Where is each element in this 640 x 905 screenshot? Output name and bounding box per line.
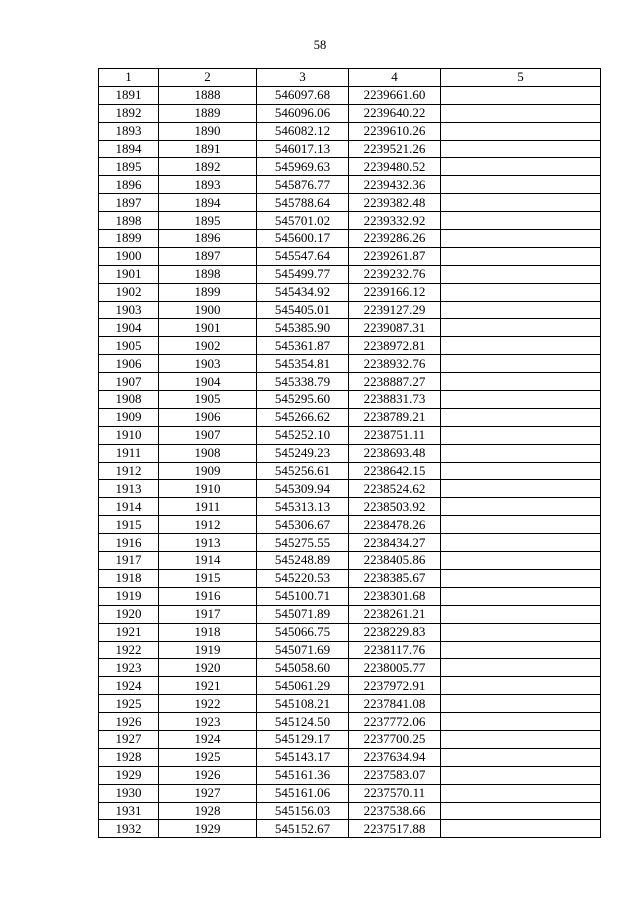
table-cell-col-3: 545361.87	[257, 337, 349, 355]
table-cell-col-3: 545071.69	[257, 641, 349, 659]
table-cell-col-5	[441, 140, 601, 158]
table-row	[99, 766, 601, 784]
table-cell-col-2: 1907	[159, 426, 257, 444]
table-cell-col-3: 546096.06	[257, 104, 349, 122]
table-cell-col-1: 1907	[99, 373, 159, 391]
table-cell-col-4: 2239166.12	[349, 283, 441, 301]
table-cell-col-3: 545071.89	[257, 605, 349, 623]
table-cell-col-5	[441, 641, 601, 659]
table-cell-col-2: 1918	[159, 623, 257, 641]
table-cell-col-5	[441, 677, 601, 695]
table-cell-col-5	[441, 176, 601, 194]
table-cell-col-5	[441, 122, 601, 140]
table-cell-col-5	[441, 104, 601, 122]
table-row	[99, 444, 601, 462]
table-row	[99, 802, 601, 820]
table-cell-col-4: 2238693.48	[349, 444, 441, 462]
table-cell-col-5	[441, 230, 601, 248]
table-body	[99, 86, 601, 837]
table-cell-col-1: 1929	[99, 766, 159, 784]
table-cell-col-4: 2238932.76	[349, 355, 441, 373]
table-cell-col-1: 1910	[99, 426, 159, 444]
table-cell-col-4: 2237634.94	[349, 748, 441, 766]
table-cell-col-2: 1890	[159, 122, 257, 140]
table-row	[99, 569, 601, 587]
table-cell-col-2: 1908	[159, 444, 257, 462]
table-cell-col-3: 545969.63	[257, 158, 349, 176]
table-cell-col-1: 1924	[99, 677, 159, 695]
table-cell-col-1: 1909	[99, 408, 159, 426]
table-row	[99, 534, 601, 552]
table-cell-col-4: 2238405.86	[349, 552, 441, 570]
table-row	[99, 86, 601, 104]
table-cell-col-5	[441, 802, 601, 820]
table-cell-col-1: 1917	[99, 552, 159, 570]
table-cell-col-1: 1919	[99, 587, 159, 605]
table-cell-col-4: 2239087.31	[349, 319, 441, 337]
table-cell-col-1: 1927	[99, 730, 159, 748]
table-cell-col-2: 1900	[159, 301, 257, 319]
table-cell-col-5	[441, 820, 601, 838]
table-cell-col-1: 1897	[99, 194, 159, 212]
table-cell-col-5	[441, 194, 601, 212]
table-cell-col-3: 545306.67	[257, 516, 349, 534]
table-cell-col-3: 545876.77	[257, 176, 349, 194]
table-row	[99, 695, 601, 713]
table-cell-col-1: 1920	[99, 605, 159, 623]
table-cell-col-2: 1903	[159, 355, 257, 373]
table-cell-col-5	[441, 247, 601, 265]
page-number: 58	[313, 38, 327, 52]
table-cell-col-5	[441, 265, 601, 283]
table-cell-col-2: 1916	[159, 587, 257, 605]
table-cell-col-4: 2239286.26	[349, 230, 441, 248]
table-cell-col-5	[441, 408, 601, 426]
table-cell-col-3: 545143.17	[257, 748, 349, 766]
table-row	[99, 820, 601, 838]
table-row	[99, 623, 601, 641]
table-cell-col-2: 1911	[159, 498, 257, 516]
table-cell-col-4: 2237972.91	[349, 677, 441, 695]
table-cell-col-2: 1924	[159, 730, 257, 748]
table-cell-col-4: 2239661.60	[349, 86, 441, 104]
table-cell-col-3: 545385.90	[257, 319, 349, 337]
table-cell-col-2: 1922	[159, 695, 257, 713]
table-row	[99, 462, 601, 480]
table-cell-col-3: 545100.71	[257, 587, 349, 605]
table-row	[99, 426, 601, 444]
table-cell-col-3: 545061.29	[257, 677, 349, 695]
table-cell-col-1: 1894	[99, 140, 159, 158]
table-cell-col-4: 2239640.22	[349, 104, 441, 122]
table-cell-col-2: 1897	[159, 247, 257, 265]
column-header-2: 2	[159, 69, 257, 87]
table-cell-col-1: 1916	[99, 534, 159, 552]
table-header	[99, 69, 601, 87]
table-cell-col-1: 1900	[99, 247, 159, 265]
table-cell-col-1: 1891	[99, 86, 159, 104]
table-cell-col-1: 1926	[99, 713, 159, 731]
table-cell-col-1: 1931	[99, 802, 159, 820]
table-cell-col-4: 2239432.36	[349, 176, 441, 194]
table-row	[99, 730, 601, 748]
table-cell-col-4: 2239521.26	[349, 140, 441, 158]
table-cell-col-1: 1928	[99, 748, 159, 766]
table-cell-col-2: 1891	[159, 140, 257, 158]
table-cell-col-3: 545124.50	[257, 713, 349, 731]
table-row	[99, 391, 601, 409]
table-cell-col-2: 1905	[159, 391, 257, 409]
table-cell-col-5	[441, 552, 601, 570]
table-cell-col-2: 1902	[159, 337, 257, 355]
coordinates-table	[98, 68, 601, 838]
table-cell-col-3: 545434.92	[257, 283, 349, 301]
table-cell-col-3: 545152.67	[257, 820, 349, 838]
table-cell-col-3: 545161.36	[257, 766, 349, 784]
table-cell-col-4: 2239480.52	[349, 158, 441, 176]
table-row	[99, 247, 601, 265]
table-cell-col-2: 1920	[159, 659, 257, 677]
table-cell-col-1: 1906	[99, 355, 159, 373]
table-cell-col-3: 546082.12	[257, 122, 349, 140]
table-cell-col-2: 1914	[159, 552, 257, 570]
table-row	[99, 140, 601, 158]
table-cell-col-3: 545338.79	[257, 373, 349, 391]
table-cell-col-5	[441, 569, 601, 587]
table-row	[99, 355, 601, 373]
table-cell-col-3: 546017.13	[257, 140, 349, 158]
table-cell-col-2: 1899	[159, 283, 257, 301]
table-cell-col-5	[441, 498, 601, 516]
table-cell-col-2: 1912	[159, 516, 257, 534]
table-cell-col-3: 545248.89	[257, 552, 349, 570]
table-cell-col-2: 1893	[159, 176, 257, 194]
table-row	[99, 337, 601, 355]
table-cell-col-4: 2239127.29	[349, 301, 441, 319]
table-cell-col-5	[441, 605, 601, 623]
table-cell-col-3: 545156.03	[257, 802, 349, 820]
table-cell-col-4: 2239261.87	[349, 247, 441, 265]
table-cell-col-4: 2238478.26	[349, 516, 441, 534]
table-cell-col-1: 1911	[99, 444, 159, 462]
table-cell-col-1: 1921	[99, 623, 159, 641]
table-cell-col-5	[441, 158, 601, 176]
table-cell-col-4: 2237772.06	[349, 713, 441, 731]
table-cell-col-2: 1925	[159, 748, 257, 766]
table-cell-col-5	[441, 462, 601, 480]
table-cell-col-4: 2238229.83	[349, 623, 441, 641]
table-cell-col-4: 2238301.68	[349, 587, 441, 605]
table-cell-col-2: 1901	[159, 319, 257, 337]
table-cell-col-4: 2237570.11	[349, 784, 441, 802]
table-cell-col-5	[441, 391, 601, 409]
table-row	[99, 301, 601, 319]
table-cell-col-1: 1922	[99, 641, 159, 659]
table-cell-col-3: 545249.23	[257, 444, 349, 462]
table-row	[99, 212, 601, 230]
table-row	[99, 516, 601, 534]
table-cell-col-5	[441, 301, 601, 319]
table-row	[99, 230, 601, 248]
column-header-4: 4	[349, 69, 441, 87]
table-cell-col-2: 1917	[159, 605, 257, 623]
table-cell-col-3: 545295.60	[257, 391, 349, 409]
table-cell-col-4: 2238831.73	[349, 391, 441, 409]
table-cell-col-4: 2238789.21	[349, 408, 441, 426]
table-row	[99, 265, 601, 283]
table-cell-col-3: 545788.64	[257, 194, 349, 212]
column-header-3: 3	[257, 69, 349, 87]
table-cell-col-1: 1913	[99, 480, 159, 498]
table-cell-col-5	[441, 695, 601, 713]
table-cell-col-3: 545354.81	[257, 355, 349, 373]
table-cell-col-5	[441, 748, 601, 766]
table-cell-col-5	[441, 766, 601, 784]
table-row	[99, 605, 601, 623]
table-cell-col-5	[441, 337, 601, 355]
table-cell-col-3: 546097.68	[257, 86, 349, 104]
table-cell-col-2: 1889	[159, 104, 257, 122]
table-cell-col-1: 1892	[99, 104, 159, 122]
table-cell-col-3: 545266.62	[257, 408, 349, 426]
table-cell-col-4: 2238434.27	[349, 534, 441, 552]
table-cell-col-1: 1898	[99, 212, 159, 230]
table-cell-col-5	[441, 319, 601, 337]
table-cell-col-5	[441, 516, 601, 534]
table-cell-col-4: 2237538.66	[349, 802, 441, 820]
table-cell-col-1: 1901	[99, 265, 159, 283]
table-cell-col-1: 1915	[99, 516, 159, 534]
table-row	[99, 552, 601, 570]
table-row	[99, 480, 601, 498]
table-cell-col-3: 545108.21	[257, 695, 349, 713]
table-cell-col-3: 545547.64	[257, 247, 349, 265]
table-cell-col-5	[441, 480, 601, 498]
table-row	[99, 641, 601, 659]
table-row	[99, 176, 601, 194]
table-cell-col-5	[441, 373, 601, 391]
table-cell-col-1: 1903	[99, 301, 159, 319]
table-cell-col-4: 2238005.77	[349, 659, 441, 677]
table-row	[99, 498, 601, 516]
table-cell-col-4: 2239332.92	[349, 212, 441, 230]
table-row	[99, 587, 601, 605]
table-cell-col-3: 545220.53	[257, 569, 349, 587]
table-cell-col-4: 2237700.25	[349, 730, 441, 748]
table-cell-col-1: 1912	[99, 462, 159, 480]
table-cell-col-5	[441, 444, 601, 462]
table-cell-col-5	[441, 426, 601, 444]
table-row	[99, 677, 601, 695]
table-row	[99, 104, 601, 122]
table-cell-col-3: 545499.77	[257, 265, 349, 283]
table-cell-col-3: 545129.17	[257, 730, 349, 748]
table-cell-col-1: 1932	[99, 820, 159, 838]
table-cell-col-2: 1904	[159, 373, 257, 391]
table-cell-col-4: 2239232.76	[349, 265, 441, 283]
table-cell-col-4: 2238524.62	[349, 480, 441, 498]
table-cell-col-2: 1919	[159, 641, 257, 659]
table-cell-col-4: 2238261.21	[349, 605, 441, 623]
table-cell-col-5	[441, 355, 601, 373]
table-row	[99, 122, 601, 140]
table-cell-col-3: 545313.13	[257, 498, 349, 516]
table-cell-col-4: 2238972.81	[349, 337, 441, 355]
table-row	[99, 784, 601, 802]
table-cell-col-3: 545309.94	[257, 480, 349, 498]
table-cell-col-1: 1905	[99, 337, 159, 355]
table-cell-col-3: 545066.75	[257, 623, 349, 641]
table-cell-col-4: 2237841.08	[349, 695, 441, 713]
table-cell-col-2: 1915	[159, 569, 257, 587]
table-cell-col-5	[441, 283, 601, 301]
table-cell-col-3: 545701.02	[257, 212, 349, 230]
table-row	[99, 659, 601, 677]
table-cell-col-2: 1894	[159, 194, 257, 212]
table-cell-col-5	[441, 623, 601, 641]
table-cell-col-1: 1925	[99, 695, 159, 713]
table-cell-col-3: 545256.61	[257, 462, 349, 480]
table-cell-col-5	[441, 212, 601, 230]
table-cell-col-2: 1888	[159, 86, 257, 104]
table-cell-col-2: 1909	[159, 462, 257, 480]
table-cell-col-1: 1914	[99, 498, 159, 516]
table-row	[99, 373, 601, 391]
table-cell-col-3: 545058.60	[257, 659, 349, 677]
table-cell-col-2: 1910	[159, 480, 257, 498]
table-cell-col-5	[441, 730, 601, 748]
table-cell-col-2: 1895	[159, 212, 257, 230]
table-row	[99, 748, 601, 766]
table-row	[99, 158, 601, 176]
table-cell-col-1: 1893	[99, 122, 159, 140]
table-cell-col-2: 1928	[159, 802, 257, 820]
table-cell-col-4: 2237517.88	[349, 820, 441, 838]
table-cell-col-5	[441, 86, 601, 104]
table-cell-col-4: 2238751.11	[349, 426, 441, 444]
table-cell-col-1: 1923	[99, 659, 159, 677]
table-cell-col-2: 1898	[159, 265, 257, 283]
column-header-1: 1	[99, 69, 159, 87]
table-cell-col-1: 1930	[99, 784, 159, 802]
table-cell-col-4: 2238117.76	[349, 641, 441, 659]
table-cell-col-3: 545275.55	[257, 534, 349, 552]
table-row	[99, 283, 601, 301]
table-cell-col-1: 1902	[99, 283, 159, 301]
table-row	[99, 319, 601, 337]
table-cell-col-3: 545161.06	[257, 784, 349, 802]
table-cell-col-1: 1895	[99, 158, 159, 176]
table-cell-col-2: 1927	[159, 784, 257, 802]
table-cell-col-2: 1913	[159, 534, 257, 552]
table-cell-col-1: 1899	[99, 230, 159, 248]
table-cell-col-3: 545405.01	[257, 301, 349, 319]
table-cell-col-5	[441, 713, 601, 731]
table-cell-col-2: 1896	[159, 230, 257, 248]
table-cell-col-2: 1929	[159, 820, 257, 838]
table-row	[99, 408, 601, 426]
table-cell-col-2: 1923	[159, 713, 257, 731]
table-cell-col-1: 1896	[99, 176, 159, 194]
table-cell-col-4: 2239610.26	[349, 122, 441, 140]
table-cell-col-2: 1921	[159, 677, 257, 695]
table-cell-col-5	[441, 784, 601, 802]
table-cell-col-5	[441, 659, 601, 677]
table-cell-col-2: 1906	[159, 408, 257, 426]
table-row	[99, 713, 601, 731]
table-cell-col-2: 1892	[159, 158, 257, 176]
table-cell-col-1: 1908	[99, 391, 159, 409]
table-cell-col-1: 1904	[99, 319, 159, 337]
table-cell-col-5	[441, 534, 601, 552]
table-cell-col-4: 2238642.15	[349, 462, 441, 480]
table-cell-col-4: 2237583.07	[349, 766, 441, 784]
table-cell-col-4: 2238503.92	[349, 498, 441, 516]
table-cell-col-3: 545252.10	[257, 426, 349, 444]
table-cell-col-5	[441, 587, 601, 605]
table-cell-col-4: 2238887.27	[349, 373, 441, 391]
table-row	[99, 194, 601, 212]
column-header-5: 5	[441, 69, 601, 87]
table-cell-col-3: 545600.17	[257, 230, 349, 248]
table-cell-col-4: 2238385.67	[349, 569, 441, 587]
table-cell-col-2: 1926	[159, 766, 257, 784]
header-row	[99, 69, 601, 87]
table-cell-col-1: 1918	[99, 569, 159, 587]
table-cell-col-4: 2239382.48	[349, 194, 441, 212]
